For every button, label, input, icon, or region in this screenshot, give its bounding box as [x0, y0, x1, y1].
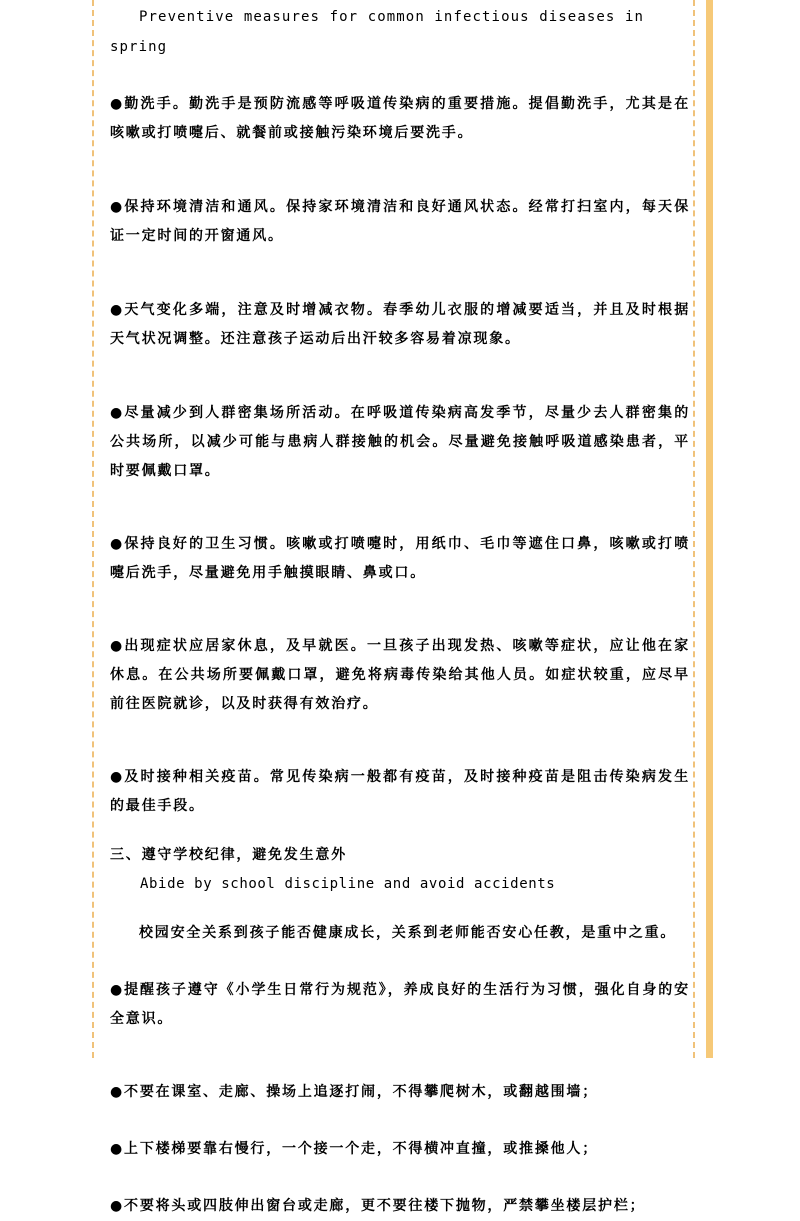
section-title-english: Preventive measures for common infectious diseases in spring	[110, 9, 645, 55]
left-dashed-border	[92, 0, 94, 1058]
rule-windows-railings: ●不要将头或四肢伸出窗台或走廊，更不要往楼下抛物，严禁攀坐楼层护栏；	[110, 1198, 646, 1214]
right-dashed-border	[693, 0, 695, 1058]
section-3-subheading-english: Abide by school discipline and avoid accidents	[140, 876, 556, 892]
measure-rest-and-doctor: ●出现症状应居家休息，及早就医。一旦孩子出现发热、咳嗽等症状，应让他在家休息。在公共场所要佩戴口罩，避免将病毒传染给其他人员。如症状较重，应尽早前往医院就诊，以及时获得有效治疗。	[110, 638, 690, 712]
rule-stairs: ●上下楼梯要靠右慢行，一个接一个走，不得横冲直撞，或推搡他人；	[110, 1141, 599, 1157]
section-3-heading: 三、遵守学校纪律，避免发生意外	[110, 847, 347, 863]
measure-hygiene-habits: ●保持良好的卫生习惯。咳嗽或打喷嚏时，用纸巾、毛巾等遮住口鼻，咳嗽或打喷嚏后洗手，尽量避免用手触摸眼睛、鼻或口。	[110, 536, 690, 581]
rule-no-chasing: ●不要在课室、走廊、操场上追逐打闹，不得攀爬树木，或翻越围墙；	[110, 1084, 599, 1100]
measure-clothing: ●天气变化多端，注意及时增减衣物。春季幼儿衣服的增减要适当，并且及时根据天气状况调整。还注意孩子运动后出汗较多容易着凉现象。	[110, 302, 690, 347]
measure-hand-washing: ●勤洗手。勤洗手是预防流感等呼吸道传染病的重要措施。提倡勤洗手，尤其是在咳嗽或打喷嚏后、就餐前或接触污染环境后要洗手。	[110, 96, 690, 141]
section-3-intro: 校园安全关系到孩子能否健康成长，关系到老师能否安心任教，是重中之重。	[139, 925, 677, 941]
rule-code-of-conduct: ●提醒孩子遵守《小学生日常行为规范》，养成良好的生活行为习惯，强化自身的安全意识。	[110, 982, 690, 1027]
measure-ventilation: ●保持环境清洁和通风。保持家环境清洁和良好通风状态。经常打扫室内，每天保证一定时间的开窗通风。	[110, 199, 690, 244]
document-body	[110, 2, 690, 1221]
measure-vaccination: ●及时接种相关疫苗。常见传染病一般都有疫苗，及时接种疫苗是阻击传染病发生的最佳手段。	[110, 769, 690, 814]
measure-avoid-crowds: ●尽量减少到人群密集场所活动。在呼吸道传染病高发季节，尽量少去人群密集的公共场所，以减少可能与患病人群接触的机会。尽量避免接触呼吸道感染患者，平时要佩戴口罩。	[110, 405, 690, 479]
right-color-stripe	[706, 0, 713, 1058]
